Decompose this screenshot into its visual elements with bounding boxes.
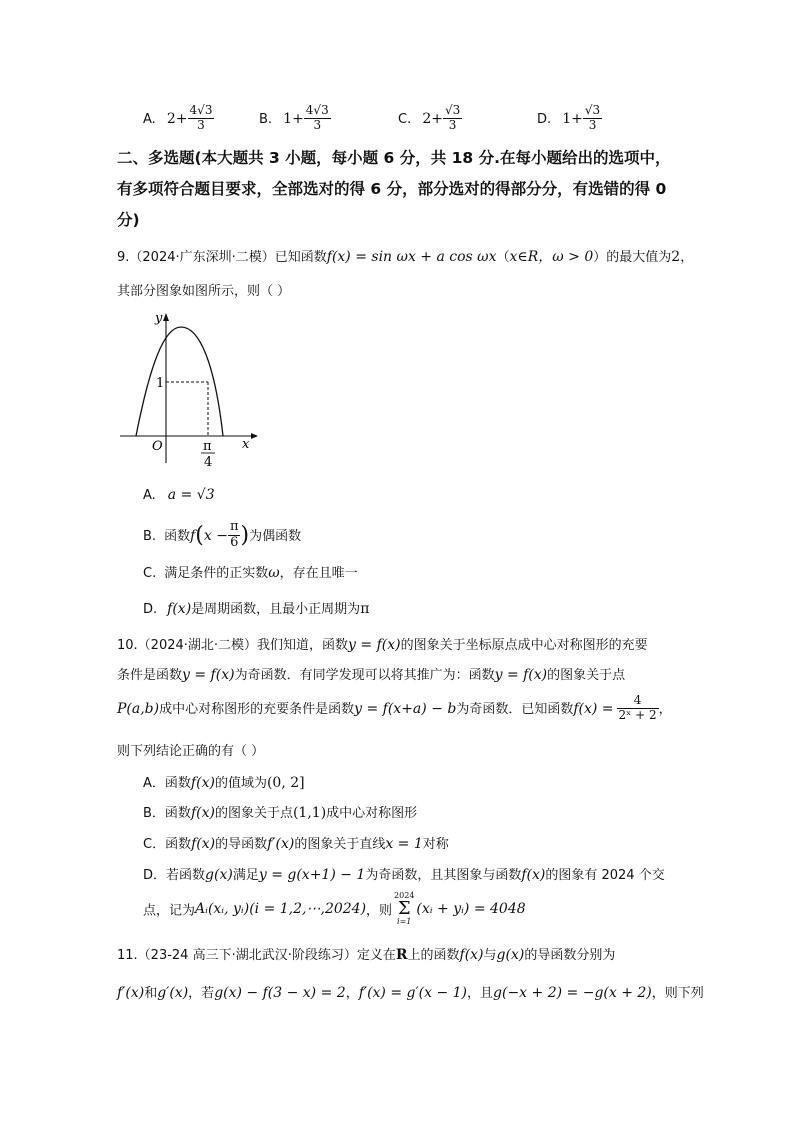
q8-option-b[interactable] (259, 104, 331, 133)
q8-option-c[interactable] (398, 104, 462, 133)
q9-option-b[interactable]: B. 函数f(x − $\frac{\pi}{6}$ )为偶函数 (143, 519, 302, 550)
q8-option-d-whole: 1+ (562, 110, 583, 127)
q8-option-d-fraction: $\frac{√3}{3}$ (584, 103, 601, 132)
q8-option-a-whole: 2+ (166, 110, 188, 127)
q8-option-c-whole: 2+ (422, 110, 443, 127)
q9-stem-line1: 9.（2024·广东深圳·二模）已知函数f(x) = sin ωx + a cos ωx（x∈R，ω > 0）的最大值为2， (117, 249, 694, 265)
q10-option-a[interactable]: A．函数f(x)的值域为(0, 2] (143, 775, 305, 791)
q9-option-a[interactable]: A. a = √3 (143, 487, 215, 503)
x-axis-label: x (242, 437, 250, 452)
q11-stem-line1: 11.（23-24 高三下·湖北武汉·阶段练习）定义在R上的函数f(x)与g(x)的导函数分别为 (117, 947, 616, 963)
one-label: 1 (156, 376, 165, 391)
q10-stem-line3: P(a,b)成中心对称图形的充要条件是函数y = f(x+a) − b为奇函数．已知函数f(x) = $\frac{4}{\text{2ˣ + 2}}$ ， (117, 693, 672, 722)
four-label: 4 (204, 455, 213, 470)
q8-option-d[interactable] (537, 104, 602, 133)
q8-option-c-fraction: $\frac{√3}{3}$ (444, 103, 461, 132)
sine-curve (136, 327, 223, 436)
q8-option-d-label: D. (537, 111, 552, 127)
y-axis-label: y (155, 311, 163, 326)
x-axis-arrow (251, 433, 258, 439)
q9-stem-line2: 其部分图象如图所示，则（ ） (117, 284, 291, 299)
q10-option-d[interactable]: D．若函数g(x)满足y = g(x+1) − 1为奇函数，且其图象与函数f(x)的图象有 2024 个交 (143, 867, 665, 883)
origin-label: O (152, 439, 163, 454)
summation-symbol: 2024 Σ i=1 (394, 891, 415, 926)
pi-label: π (203, 439, 212, 454)
q9-option-c[interactable]: C. 满足条件的正实数ω，存在且唯一 (143, 565, 358, 581)
q9-function-expr: f(x) = sin ωx + a cos ωx (326, 249, 497, 265)
section2-heading-line2: 有多项符合题目要求，全部选对的得 6 分，部分选对的得部分分，有选错的得 0 (117, 180, 667, 198)
q8-option-a-label: A. (143, 111, 156, 127)
q8-option-b-fraction: $\frac{4√3}{3}$ (305, 103, 329, 132)
q9-graph (115, 305, 265, 470)
q10-stem-line1: 10.（2024·湖北·二模）我们知道，函数y = f(x)的图象关于坐标原点成中心对称图形的充要 (117, 637, 648, 653)
q8-option-a[interactable] (143, 104, 214, 133)
q10-option-d-line2: 点，记为Aᵢ(xᵢ, yᵢ)(i = 1,2,⋯,2024)，则 2024 Σ i=1 (xᵢ + yᵢ) = 4048 (143, 891, 526, 926)
q10-option-b[interactable]: B．函数f(x)的图象关于点(1,1)成中心对称图形 (143, 805, 418, 821)
q8-option-a-fraction: $\frac{4√3}{3}$ (189, 103, 213, 132)
y-axis-arrow (163, 313, 169, 321)
section2-heading-line3: 分) (117, 211, 140, 229)
q10-option-c[interactable]: C．函数f(x)的导函数f′(x)的图象关于直线x = 1对称 (143, 836, 449, 852)
q8-option-b-whole: 1+ (283, 110, 304, 127)
q9-option-d[interactable]: D. f(x)是周期函数，且最小正周期为π (143, 601, 370, 617)
q8-option-c-label: C. (398, 111, 412, 127)
q11-stem-line2: f′(x)和g′(x)，若g(x) − f(3 − x) = 2，f′(x) = g′(x − 1)，且g(−x + 2) = −g(x + 2)，则下列 (117, 985, 704, 1001)
q8-option-b-label: B. (259, 111, 273, 127)
q10-stem-line2: 条件是函数y = f(x)为奇函数．有同学发现可以将其推广为：函数y = f(x)的图象关于点 (117, 667, 626, 683)
section2-heading-line1: 二、多选题(本大题共 3 小题，每小题 6 分，共 18 分.在每小题给出的选项中， (117, 149, 671, 167)
q10-stem-line4: 则下列结论正确的有（ ） (117, 744, 265, 759)
q9-condition: x∈R，ω > 0 (509, 249, 594, 265)
